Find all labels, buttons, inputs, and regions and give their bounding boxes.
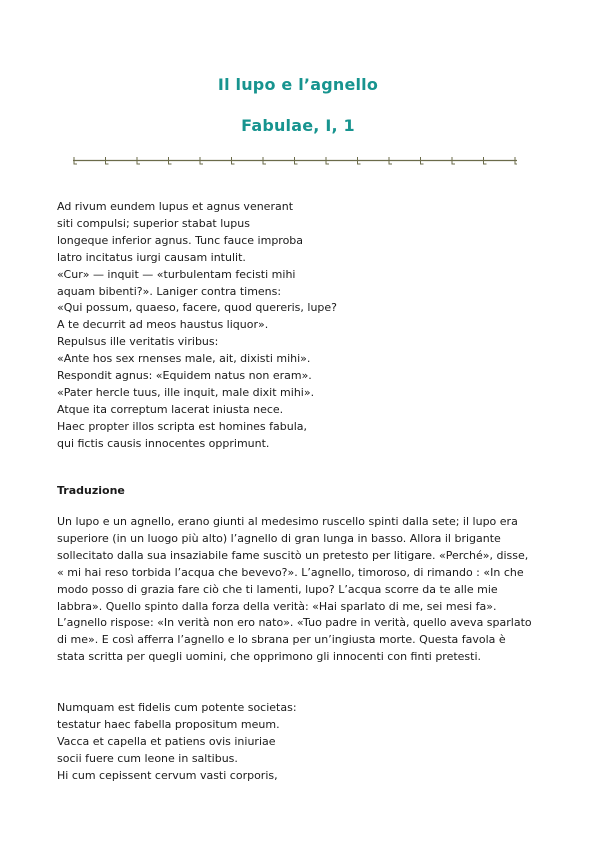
poem-line: Numquam est fidelis cum potente societas: — [57, 701, 297, 714]
poem-line: A te decurrit ad meos haustus liquor». — [57, 318, 269, 332]
poem-line: longeque inferior agnus. Tunc fauce improba — [57, 233, 304, 247]
translation-line: « mi hai reso torbida l’acqua che bevevo?». L’agnello, timoroso, di rimando : «In che — [57, 565, 524, 579]
poem-line: Ad rivum eundem lupus et agnus venerant — [57, 200, 294, 213]
poem-line: Atque ita correptum lacerat iniusta nece. — [57, 402, 284, 416]
section-heading-translation: Traduzione — [57, 484, 125, 497]
poem-line: «Pater hercle tuus, ille inquit, male dixit mihi». — [57, 385, 315, 399]
translation-line: L’agnello rispose: «In verità non ero nato». «Tuo padre in verità, quello aveva sparlato — [57, 616, 532, 630]
translation-line: labbra». Quello spinto dalla forza della verità: «Hai sparlato di me, sei mesi fa». — [57, 599, 497, 613]
poem-line: siti compulsi; superior stabat lupus — [57, 216, 250, 230]
translation-line: Un lupo e un agnello, erano giunti al medesimo ruscello spinti dalla sete; il lupo era — [57, 515, 518, 528]
latin-poem-part-2 — [57, 700, 297, 785]
poem-line: Respondit agnus: «Equidem natus non eram». — [57, 369, 312, 383]
translation-line: sollecitato dalla sua insaziabile fame suscitò un pretesto per litigare. «Perché», disse, — [57, 548, 529, 562]
poem-line: «Qui possum, quaeso, facere, quod quereris, lupe? — [57, 301, 338, 315]
translation-line: di me». E così afferra l’agnello e lo sbrana per un’ingiusta morte. Questa favola è — [57, 633, 506, 647]
translation-line: stata scritta per quegli uomini, che opprimono gli innocenti con finti pretesti. — [57, 650, 482, 664]
translation-line: superiore (in un luogo più alto) l’agnello di gran lunga in basso. Allora il brigante — [57, 531, 501, 545]
poem-line: latro incitatus iurgi causam intulit. — [57, 250, 246, 264]
page-subtitle: Fabulae, I, 1 — [241, 116, 355, 135]
decorative-divider — [73, 154, 517, 168]
poem-line: testatur haec fabella propositum meum. — [57, 717, 280, 731]
latin-poem-part-1 — [57, 199, 337, 453]
poem-line: «Ante hos sex rnenses male, ait, dixisti mihi». — [57, 352, 311, 366]
poem-line: aquam bibenti?». Laniger contra timens: — [57, 284, 282, 298]
poem-line: Hi cum cepissent cervum vasti corporis, — [57, 768, 278, 782]
poem-line: «Cur» — inquit — «turbulentam fecisti mihi — [57, 267, 296, 281]
poem-line: Repulsus ille veritatis viribus: — [57, 335, 219, 349]
translation-paragraph — [57, 514, 537, 666]
poem-line: Haec propter illos scripta est homines fabula, — [57, 419, 308, 433]
poem-line: socii fuere cum leone in saltibus. — [57, 751, 238, 765]
poem-line: qui fictis causis innocentes opprimunt. — [57, 436, 270, 450]
translation-line: modo posso di grazia fare ciò che ti lamenti, lupo? L’acqua scorre da te alle mie — [57, 582, 498, 596]
poem-line: Vacca et capella et patiens ovis iniuriae — [57, 734, 276, 748]
page-title: Il lupo e l’agnello — [217, 75, 379, 94]
